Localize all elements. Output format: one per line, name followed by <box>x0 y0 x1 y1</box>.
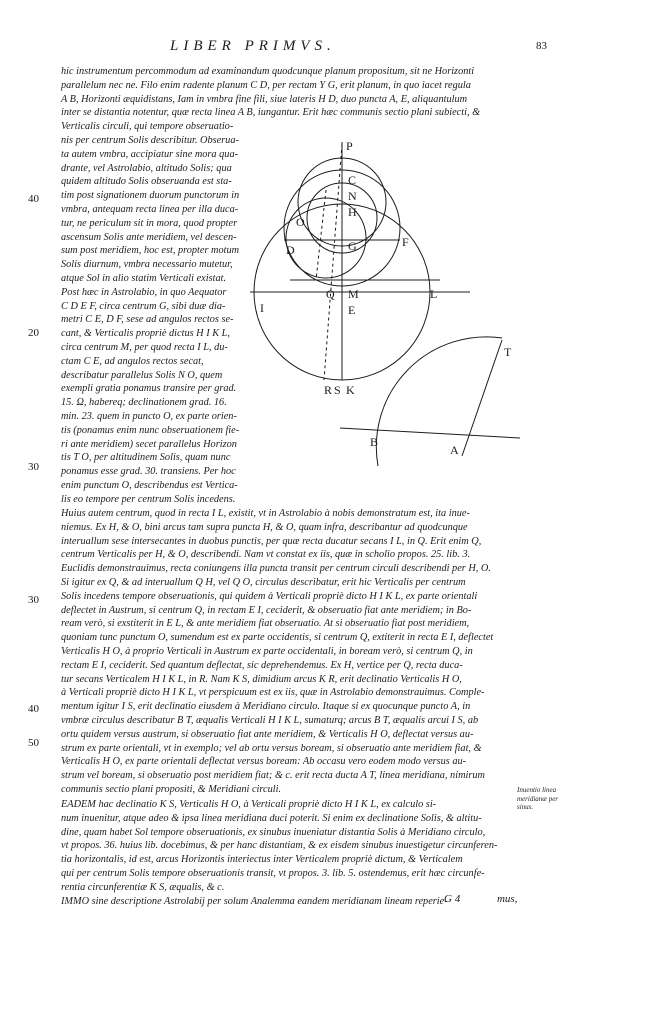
text-line: tur, ne periculum sit in mora, quod propter <box>61 217 238 229</box>
margin-line-number: 50 <box>28 737 39 749</box>
text-line: quoniam tunc punctum O, sumendum est ex parte occidentis, si centrum Q, extiterit in recta E I, deflectet <box>61 632 494 644</box>
text-line: Verticalis H O, à proprio Verticali in Austrum ex parte occidentali, in boream verò, si centrum Q, in <box>61 645 473 657</box>
arc-bt <box>376 337 502 466</box>
margin-line-number: 40 <box>28 703 39 715</box>
bottom-paragraph <box>61 507 493 797</box>
text-line: strum ex parte orientali, vt in exemplo; vel ab ortu versus boream, si obseruatio ante meridiem fiat, & <box>61 742 482 754</box>
signature-mark: G 4 <box>444 893 461 905</box>
text-line: centrum Verticalis per H, & O, describendi. Nam vt constat ex iis, quæ in scholio propos. 25. lib. 3. <box>61 549 471 561</box>
text-line: A B, Horizonti æquidistans, Iam in vmbra fine fili, siue lateris H D, duo puncta A, E, aliquantulum <box>61 93 468 105</box>
shadow-line <box>340 428 520 438</box>
label-a: A <box>450 443 459 457</box>
margin-line-number: 20 <box>28 327 39 339</box>
marginal-note <box>517 786 558 812</box>
text-line: qui per centrum Solis tempore obseruationis transit, vt propos. 3. lib. 5. ostendemus, erit hæc circunfe- <box>61 867 485 879</box>
text-line: exempli gratia ponamus transire per grad. <box>61 383 237 395</box>
side-column-text <box>61 134 239 507</box>
text-line: Si igitur ex Q, & ad interuallum Q H, vel Q O, circulus describatur, erit hic Verticalis per centrum <box>61 576 466 588</box>
text-line: ortu quidem versus austrum, si obseruatio fiat ante meridiem, & Verticalis H O, deflectat versus au- <box>61 728 474 740</box>
label-f: F <box>402 235 409 249</box>
margin-line-number: 30 <box>28 594 39 606</box>
text-line: vt propos. 36. huius lib. docebimus, & per hanc distantiam, & ex eisdem sinubus inuestigetur circunferen- <box>61 840 498 852</box>
astrolabe-diagram <box>250 130 540 490</box>
text-line: deflectet in Austrum, si centrum Q, in rectam E I, ceciderit, & obseruatio fiat ante meridiem; in Bo- <box>61 604 472 616</box>
text-line: à Verticali propriè dicto H I K L, vt perspicuum est ex iis, quæ in Astrolabio demonstrauimus. Comple- <box>61 687 485 699</box>
catchword: mus, <box>496 893 518 905</box>
top-paragraph <box>61 65 480 134</box>
label-r: R <box>324 383 333 397</box>
text-line: Verticalis H O, ex parte orientali deflectat versus boream: Ab occasu vero eodem modo versus au- <box>61 756 467 768</box>
text-line: num inuenitur, atque adeo & ipsa linea meridiana duci poterit. Si enim ex declinatione Solis, & altitu- <box>61 812 482 824</box>
text-line: describatur parallelus Solis N O, quem <box>61 369 223 381</box>
text-line: ctam C E, ad angulos rectos secat, <box>61 355 204 367</box>
paragraph-eadem <box>61 798 497 908</box>
text-line: metri C E, D F, sese ad angulos rectos se- <box>61 314 234 326</box>
text-line: tur secans Verticalem H I K L, in R. Nam K S, dimidium arcus K R, erit declinatio Verticalis H O, <box>61 673 462 685</box>
label-t: T <box>504 345 512 359</box>
text-line: Huius autem centrum, quod in recta I L, existit, vt in Astrolabio à nobis demonstratum est, ita inue- <box>61 508 470 519</box>
text-line: vmbra, antequam recta linea per illa duca- <box>61 203 239 215</box>
text-line: Solis diurnum, vmbra necessario mutetur, <box>61 259 233 271</box>
text-line: EADEM hac declinatio K S, Verticalis H O, à Verticali propriè dicto H I K L, ex calculo si- <box>61 799 437 810</box>
running-head: LIBER PRIMVS. <box>170 38 336 54</box>
text-line: Post hæc in Astrolabio, in quo Aequator <box>61 286 227 298</box>
text-line: ta autem vmbra, accipiatur sine mora qua- <box>61 148 239 160</box>
text-line: ponamus esse grad. 30. transiens. Per hoc <box>61 466 236 478</box>
label-i: I <box>260 301 264 315</box>
text-line: Verticalis circuli, qui tempore obseruatio- <box>61 121 234 133</box>
text-line: tim post signationem duorum punctorum in <box>61 190 240 202</box>
text-line: niemus. Ex H, & O, bini arcus tam supra puncta H, & O, quam infra, describantur ad quodcunque <box>61 521 468 533</box>
label-n: N <box>348 189 357 203</box>
text-line: atque Sol in alio statim Verticali existat. <box>61 272 227 284</box>
text-line: nis per centrum Solis describitur. Obserua- <box>61 135 239 146</box>
margin-line-number: 30 <box>28 461 39 473</box>
label-h: H <box>348 205 357 219</box>
label-c: C <box>348 173 357 187</box>
text-line: lis eo tempore per centrum Solis incedens. <box>61 493 236 505</box>
text-line: rectam E I, ceciderit. Sed quantum deflectat, sic deprehendemus. Ex H, vertice per Q, recta duca- <box>61 659 463 671</box>
page-number: 83 <box>536 40 547 52</box>
text-line: sum post meridiem, hoc est, propter motum <box>61 245 240 257</box>
text-line: cant, & Verticalis propriè dictus H I K L, <box>61 328 230 340</box>
text-line: min. 23. quem in puncto O, ex parte orien- <box>61 410 237 422</box>
text-line: tis (ponamus enim nunc obseruationem fie- <box>61 424 240 436</box>
text-line: rentia circunferentiæ K S, æqualis, & c. <box>61 881 225 893</box>
note-line: Inuentio linea <box>517 786 557 794</box>
label-g: G <box>348 239 357 253</box>
text-line: quidem altitudo Solis obseruanda est sta- <box>61 176 232 188</box>
page-header <box>0 38 667 58</box>
catchwords <box>444 893 551 905</box>
text-line: inter se distantia notentur, quæ recta linea A B, iungantur. Erit hæc communis sectio plani subiecti, & <box>61 107 481 119</box>
text-line: dine, quam habet Sol tempore obseruationis, ex sinubus inueniatur distantia Solis à Meridiano circulo, <box>61 826 486 838</box>
text-line: mentum igitur I S, erit declinatio eiusdem à Meridiano circulo. Itaque si ex quocunque puncto A, in <box>61 701 471 713</box>
text-line: ream verò, si exstiterit in E L, & ante meridiem fiat obseruatio. At si obseruatio fiat post meridiem, <box>61 618 470 630</box>
label-m: M <box>348 287 359 301</box>
text-line: tis T O, per altitudinem Solis, quam nunc <box>61 452 231 464</box>
meridian-line-at <box>462 340 502 456</box>
text-line: C D E F, circa centrum G, sibi duæ dia- <box>61 300 226 312</box>
label-e: E <box>348 303 356 317</box>
text-line: hic instrumentum percommodum ad examinandum quodcunque planum propositum, sit ne Horizonti <box>61 66 475 77</box>
ray-hr <box>324 144 342 380</box>
text-line: ascensum Solis ante meridiem, vel descen- <box>61 231 237 243</box>
margin-line-number: 40 <box>28 193 39 205</box>
text-line: ri ante meridiem) secet parallelus Horizon <box>61 438 237 450</box>
text-line: IMMO sine descriptione Astrolabij per solum Analemma eandem meridianam lineam reperie- <box>61 895 448 907</box>
label-o: O <box>296 215 305 229</box>
text-line: interuallum sese intersecantes in duobus punctis, per quæ recta ducatur secans I L, in Q. Erit enim Q, <box>61 535 482 547</box>
ray-o <box>316 190 326 280</box>
label-p: P <box>346 139 353 153</box>
note-line: sinus. <box>517 803 534 811</box>
label-s: S <box>334 383 341 397</box>
text-line: tia horizontalis, id est, arcus Horizontis interiectus inter Verticalem propriè dictum, & Verticalem <box>61 854 463 866</box>
text-line: enim punctum O, describendus est Vertica- <box>61 479 238 491</box>
text-line: Euclidis demonstrauimus, recta coniungens illa puncta transit per centrum circuli describendi per H, O. <box>61 563 491 575</box>
label-q: Q <box>326 287 335 301</box>
note-line: meridianæ per <box>517 794 559 803</box>
text-line: parallelum nec ne. Filo enim radente planum C D, per rectam Y G, erit planum, in quo iacet regula <box>61 79 471 91</box>
label-d: D <box>286 243 295 257</box>
text-line: communis sectio plani propositi, & Meridiani circuli. <box>61 783 282 795</box>
label-b: B <box>370 435 379 449</box>
label-l: L <box>430 287 438 301</box>
label-k: K <box>346 383 355 397</box>
text-line: Solis incedens tempore obseruationis, qui quidem à Verticali propriè dicto H I K L, ex parte orientali <box>61 590 478 602</box>
text-line: vmbræ circulus describatur B T, æqualis Verticali H I K L, sumaturq; arcus B T, æqualis arcui I S, ab <box>61 714 479 726</box>
text-line: drante, vel Astrolabio, altitudo Solis; qua <box>61 162 232 174</box>
text-line: strum vel boream, si obseruatio post meridiem fiat; & c. erit recta ducta A T, linea meridiana, nimirum <box>61 770 485 782</box>
text-line: 15. Ω, habereq; declinationem grad. 16. <box>61 397 227 409</box>
figure-labels <box>260 139 512 457</box>
text-line: circa centrum M, per quod recta I L, du- <box>61 341 228 353</box>
